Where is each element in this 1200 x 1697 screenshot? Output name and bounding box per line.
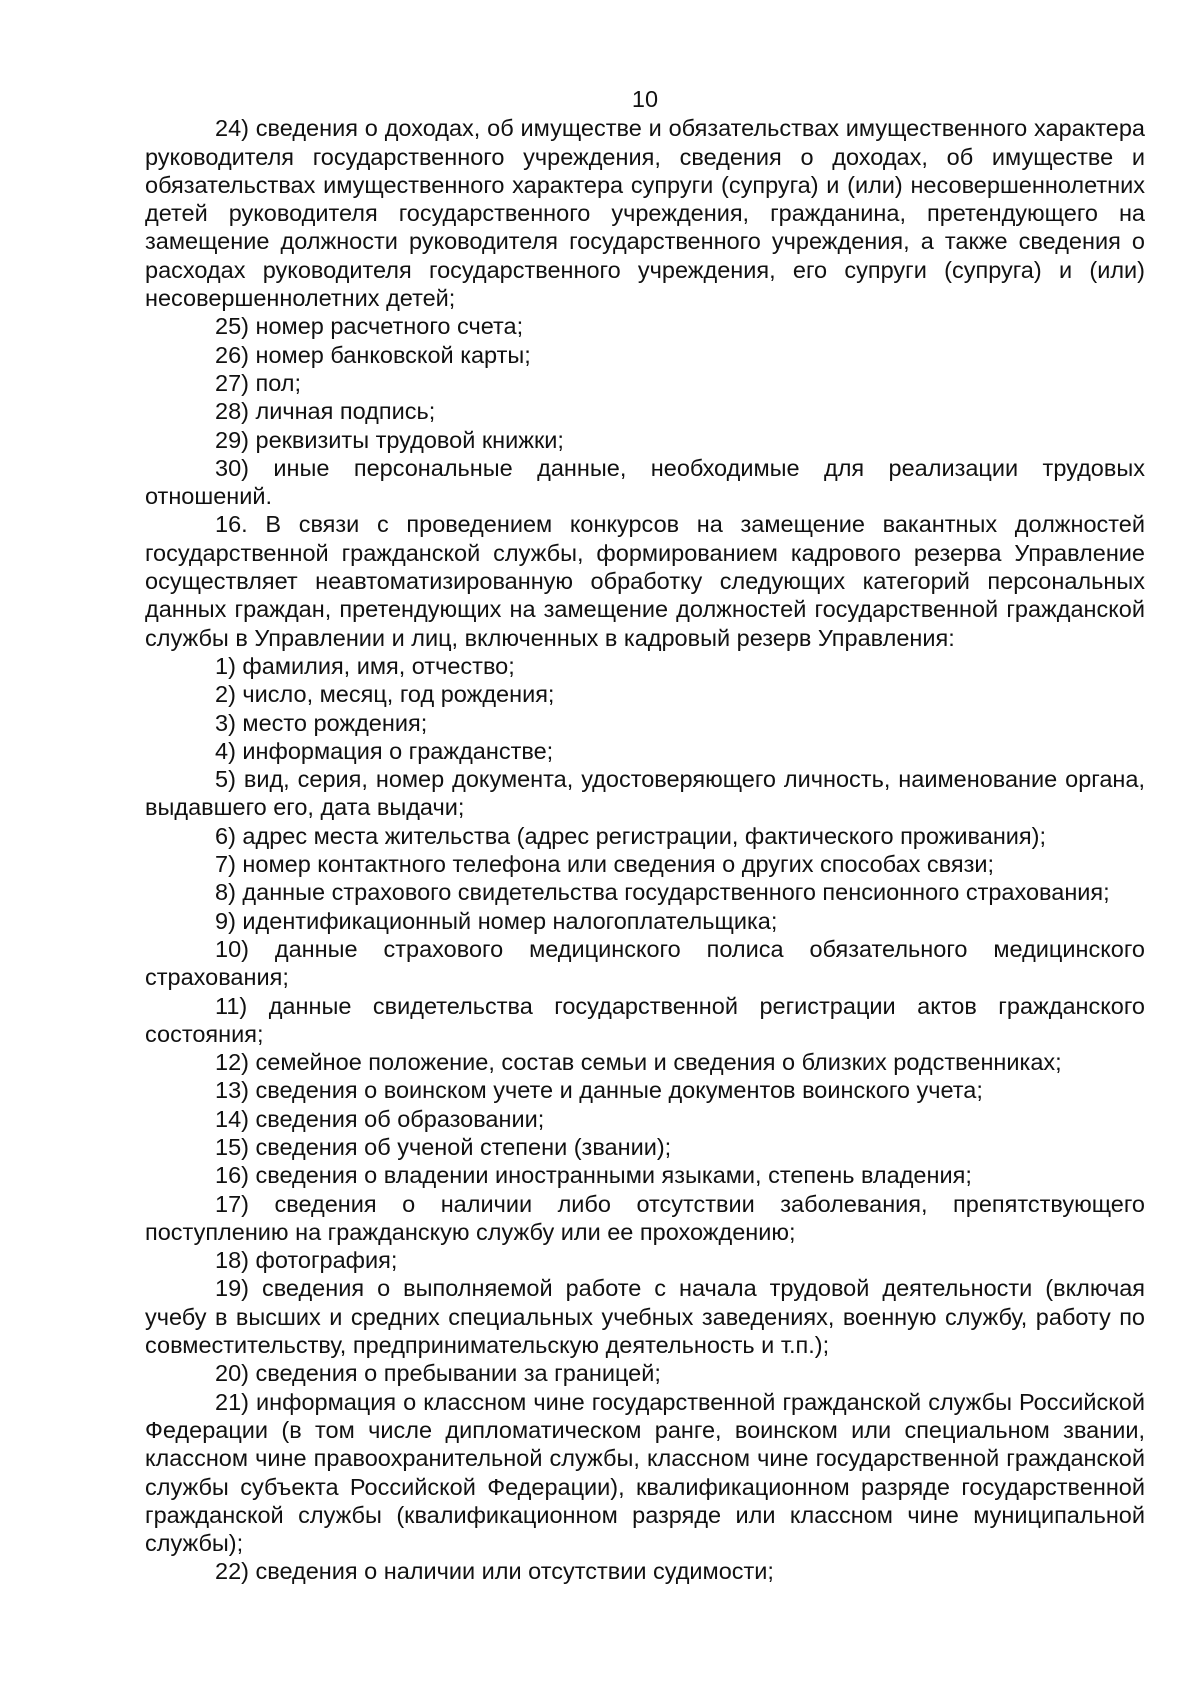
list-item-18: 18) фотография; bbox=[215, 1247, 398, 1274]
paragraph-item-28: 28) личная подпись; bbox=[215, 398, 436, 425]
list-item-9: 9) идентификационный номер налогоплательщика; bbox=[215, 907, 778, 934]
paragraph-item-24: 24) сведения о доходах, об имуществе и обязательствах имущественного характера руководителя государственного учреждения, сведения о доходах, об имуществе и обязательствах имущественного характера супруги (супруга) и (или) несовершеннолетних детей руководителя государственного учреждения, гражданина, претендующего на замещение должности руководителя государственного учреждения, а также сведения о расходах руководителя государственного учреждения, его супруги (супруга) и (или) несовершеннолетних детей; bbox=[145, 115, 1145, 312]
list-item-3: 3) место рождения; bbox=[215, 709, 428, 736]
list-item-7: 7) номер контактного телефона или сведения о других способах связи; bbox=[215, 851, 995, 878]
list-item-10: 10) данные страхового медицинского полиса обязательного медицинского страхования; bbox=[145, 935, 1145, 991]
document-page bbox=[145, 85, 1145, 1586]
list-item-15: 15) сведения об ученой степени (звании); bbox=[215, 1133, 672, 1160]
paragraph-item-25: 25) номер расчетного счета; bbox=[215, 313, 524, 340]
list-item-1: 1) фамилия, имя, отчество; bbox=[215, 652, 515, 679]
paragraph-section-16: 16. В связи с проведением конкурсов на замещение вакантных должностей государственной гражданской службы, формированием кадрового резерва Управление осуществляет неавтоматизированную обработку следующих категорий персональных данных граждан, претендующих на замещение должностей государственной гражданской службы в Управлении и лиц, включенных в кадровый резерв Управления: bbox=[145, 511, 1145, 651]
list-item-12: 12) семейное положение, состав семьи и сведения о близких родственниках; bbox=[215, 1049, 1062, 1076]
paragraph-item-27: 27) пол; bbox=[215, 369, 302, 396]
list-item-22: 22) сведения о наличии или отсутствии судимости; bbox=[215, 1558, 774, 1585]
page-number: 10 bbox=[631, 86, 659, 112]
paragraph-item-26: 26) номер банковской карты; bbox=[215, 341, 531, 368]
list-item-5: 5) вид, серия, номер документа, удостоверяющего личность, наименование органа, выдавшего его, дата выдачи; bbox=[145, 766, 1145, 821]
paragraph-item-30: 30) иные персональные данные, необходимые для реализации трудовых отношений. bbox=[145, 454, 1145, 510]
list-item-8: 8) данные страхового свидетельства государственного пенсионного страхования; bbox=[215, 879, 1110, 906]
list-item-14: 14) сведения об образовании; bbox=[215, 1105, 545, 1132]
list-item-2: 2) число, месяц, год рождения; bbox=[215, 681, 555, 708]
list-item-6: 6) адрес места жительства (адрес регистрации, фактического проживания); bbox=[215, 822, 1047, 849]
list-item-16: 16) сведения о владении иностранными языками, степень владения; bbox=[215, 1162, 972, 1189]
list-item-13: 13) сведения о воинском учете и данные документов воинского учета; bbox=[215, 1077, 983, 1104]
paragraph-item-29: 29) реквизиты трудовой книжки; bbox=[215, 426, 564, 453]
list-item-17: 17) сведения о наличии либо отсутствии заболевания, препятствующего поступлению на гражданскую службу или ее прохождению; bbox=[145, 1190, 1145, 1245]
list-item-20: 20) сведения о пребывании за границей; bbox=[215, 1360, 661, 1387]
list-item-21: 21) информация о классном чине государственной гражданской службы Российской Федерации (в том числе дипломатическом ранге, воинском или специальном звании, классном чине правоохранительной службы, классном чине государственной гражданской службы субъекта Российской Федерации), квалификационном разряде государственной гражданской службы (квалификационном разряде или классном чине муниципальной службы); bbox=[145, 1388, 1145, 1557]
list-item-4: 4) информация о гражданстве; bbox=[215, 737, 554, 764]
list-item-19: 19) сведения о выполняемой работе с начала трудовой деятельности (включая учебу в высших и средних специальных учебных заведениях, военную службу, работу по совместительству, предпринимательскую деятельность и т.п.); bbox=[145, 1275, 1145, 1359]
list-item-11: 11) данные свидетельства государственной регистрации актов гражданского состояния; bbox=[145, 992, 1145, 1047]
